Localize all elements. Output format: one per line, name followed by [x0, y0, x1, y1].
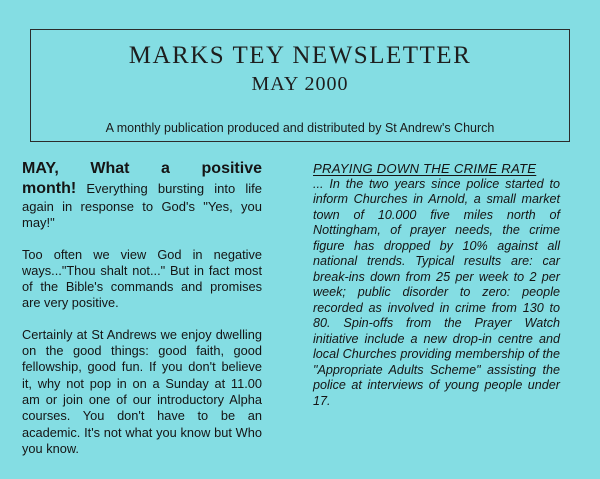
- issue-date: MAY 2000: [251, 73, 349, 95]
- lead-paragraph: [22, 159, 262, 232]
- paragraph-negative-ways: Too often we view God in negative ways..."Thou shalt not..." But in fact most of the Bible's commands and promises are very positive.: [22, 246, 262, 311]
- left-column: [22, 159, 262, 472]
- crime-rate-article: [313, 161, 560, 409]
- article-heading: PRAYING DOWN THE CRIME RATE: [313, 161, 537, 176]
- lead-text: Everything bursting into life again in response to God's "Yes, you may!": [22, 181, 262, 231]
- paragraph-good-things: Certainly at St Andrews we enjoy dwelling on the good things: good faith, good fellowship, good fun. If you don't believe it, why not pop in on a Sunday at 11.00 am or join one of our introductory Alpha courses. You don't have to be an academic. It's not what you know but Who you know.: [22, 326, 262, 456]
- newsletter-title: MARKS TEY NEWSLETTER: [128, 42, 472, 69]
- publication-tagline: A monthly publication produced and distributed by St Andrew's Church: [105, 121, 495, 135]
- masthead-box: [30, 29, 570, 142]
- article-body: ... In the two years since police started to inform Churches in Arnold, a small market town of 10.000 five miles north of Nottingham, of prayer needs, the crime figure has dropped by 10% against all national trends. Typical results are: car break-ins down from 25 per week to 2 per week; public disorder to zero: people recorded as involved in crime from 130 to 80. Spin-offs from the Prayer Watch initiative include a new drop-in centre and local Churches providing membership of the "Appropriate Adults Scheme" assisting the police at interviews of young people under 17.: [313, 176, 560, 408]
- lead-heading: MAY, What a positive month!: [22, 160, 262, 197]
- right-column: [313, 161, 560, 409]
